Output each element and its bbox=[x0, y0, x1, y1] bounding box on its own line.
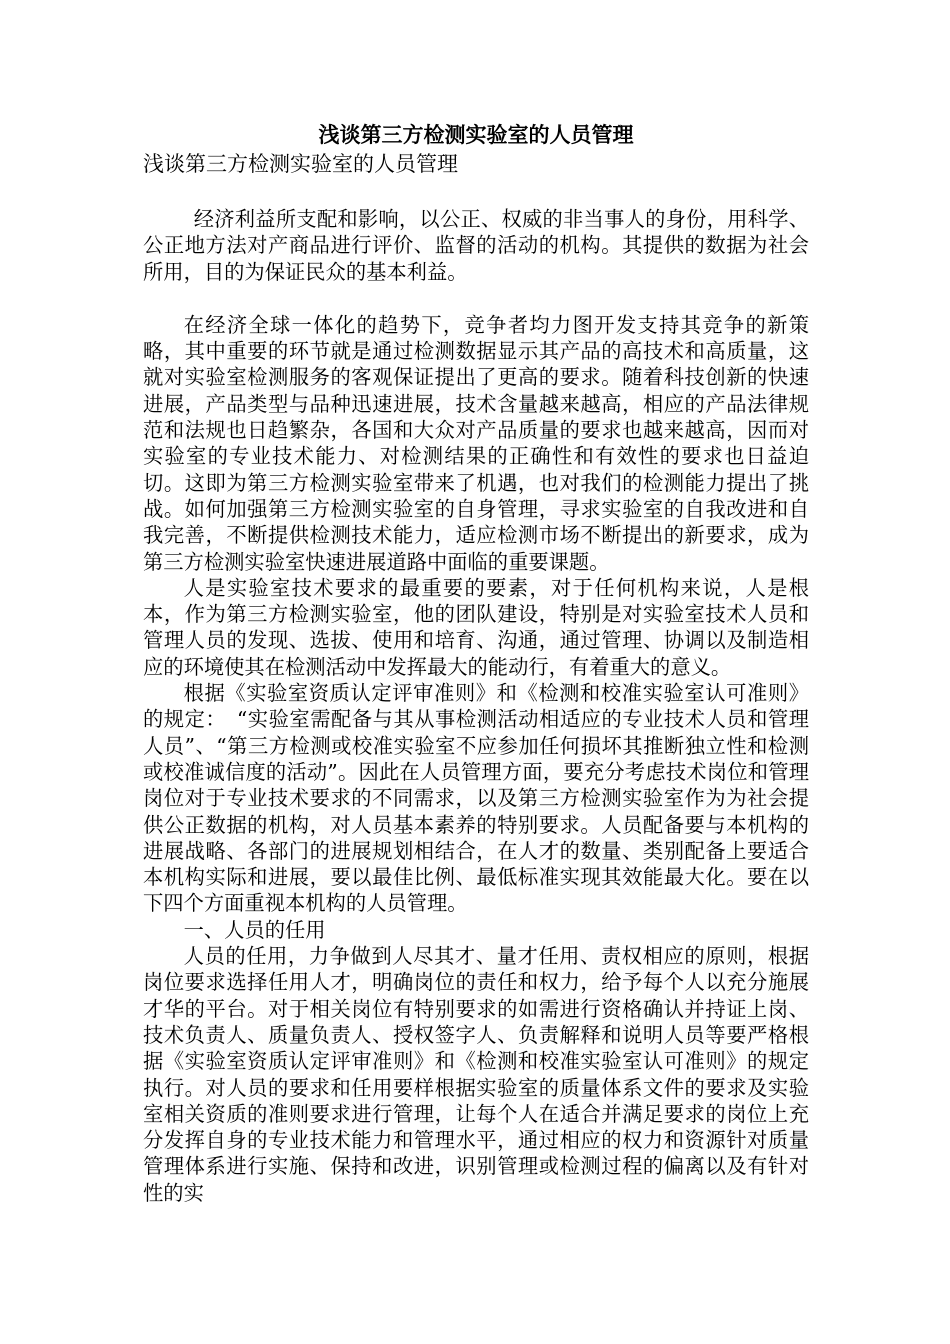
blank-line bbox=[143, 178, 809, 206]
section-heading-appointment: 一、人员的任用 bbox=[183, 917, 326, 942]
paragraph-globalization: 在经济全球一体化的趋势下，竞争者均力图开发支持其竞争的新策略，其中重要的环节就是通过检测数据显示其产品的高技术和高质量，这就对实验室检测服务的客观保证提出了更高的要求。随着科技创新的快速进展，产品类型与品种迅速进展，技术含量越来越高，相应的产品法律规范和法规也日趋繁杂，各国和大众对产品质量的要求也越来越高，因而对实验室的专业技术能力、对检测结果的正确性和有效性的要求也日益迫切。这即为第三方检测实验室带来了机遇，也对我们的检测能力提出了挑战。如何加强第三方检测实验室的自身管理，寻求实验室的自我改进和自我完善，不断提供检测技术能力，适应检测市场不断提出的新要求，成为第三方检测实验室快速进展道路中面临的重要课题。 bbox=[143, 312, 809, 574]
paragraph-people: 人是实验室技术要求的最重要的要素，对于任何机构来说，人是根本，作为第三方检测实验室，他的团队建设，特别是对实验室技术人员和管理人员的发现、选拔、使用和培育、沟通，通过管理、协调以及制造相应的环境使其在检测活动中发挥最大的能动行，有着重大的意义。 bbox=[143, 575, 809, 679]
paragraph-appointment: 人员的任用，力争做到人尽其才、量才任用、责权相应的原则，根据岗位要求选择任用人才，明确岗位的责任和权力，给予每个人以充分施展才华的平台。对于相关岗位有特别要求的如需进行资格确认并持证上岗、技术负责人、质量负责人、授权签字人、负责解释和说明人员等要严格根据《实验室资质认定评审准则》和《检测和校准实验室认可准则》的规定执行。对人员的要求和任用要样根据实验室的质量体系文件的要求及实验室相关资质的准则要求进行管理，让每个人在适合并满足要求的岗位上充分发挥自身的专业技术能力和管理水平，通过相应的权力和资源针对质量管理体系进行实施、保持和改进，识别管理或检测过程的偏离以及有针对性的实 bbox=[143, 944, 809, 1205]
paragraph-regulations: 根据《实验室资质认定评审准则》和《检测和校准实验室认可准则》的规定： “实验室需配备与其从事检测活动相适应的专业技术人员和管理人员”、“第三方检测或校准实验室不应参加任何损坏其推断独立性和检测或校准诚信度的活动”。因此在人员管理方面，要充分考虑技术岗位和管理岗位对于专业技术要求的不同需求，以及第三方检测实验室作为为社会提供公正数据的机构，对人员基本素养的特别要求。人员配备要与本机构的进展战略、各部门的进展规划相结合，在人才的数量、类别配备上要适合本机构实际和进展，要以最佳比例、最低标准实现其效能最大化。要在以下四个方面重视本机构的人员管理。 bbox=[143, 681, 809, 916]
paragraph-intro: 经济利益所支配和影响，以公正、权威的非当事人的身份，用科学、公正地方法对产商品进行评价、监督的活动的机构。其提供的数据为社会所用，目的为保证民众的基本利益。 bbox=[143, 207, 809, 284]
document-page bbox=[143, 120, 809, 1206]
document-title: 浅谈第三方检测实验室的人员管理 bbox=[318, 122, 634, 147]
document-subtitle: 浅谈第三方检测实验室的人员管理 bbox=[143, 152, 458, 176]
blank-line bbox=[143, 285, 809, 312]
